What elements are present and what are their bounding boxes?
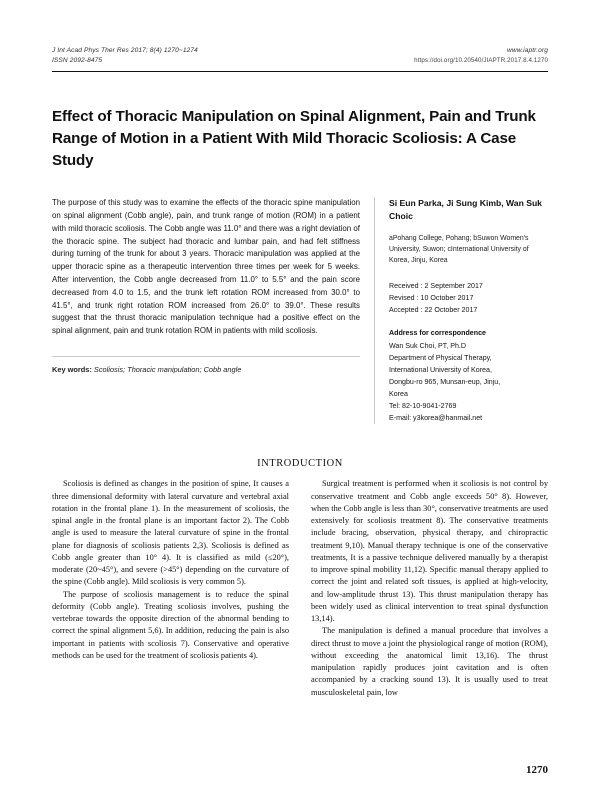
article-doi[interactable]: https://doi.org/10.20540/JIAPTR.2017.8.4.1270	[414, 57, 548, 65]
page-number: 1270	[526, 764, 548, 776]
body-columns	[52, 478, 548, 699]
date-received: Received : 2 September 2017	[389, 281, 483, 290]
paragraph: Surgical treatment is performed when it scoliosis is not control by conservative treatment and Cobb angle exceeds 50° 8). However, when the Cobb angle is less than 30°, conservative treatments are used extensively for scoliosis treatment 8). The conservative treatments include bracing, observation, physical therapy, and chiropractic treatment 9,10). Manual therapy technique is one of the conservative treatments, It is a passive technique delivered manually by a therapist to improve spinal mobility 11,12). Specific manual therapy applied to correct the joint and related soft tissues, is applied at high-velocity, and low-amplitude thrust 13). This thrust manipulation therapy has been widely used as clinical intervention to treat spinal dysfunction 13,14).	[311, 479, 548, 624]
correspondence-country: Korea	[389, 390, 408, 399]
title-block	[52, 106, 548, 171]
correspondence-name: Wan Suk Choi, PT, Ph.D	[389, 342, 467, 351]
author-affiliations: aPohang College, Pohang; bSuwon Women's University, Suwon; cInternational University of Korea, Jinju, Korea	[389, 234, 529, 265]
abstract-column	[52, 197, 374, 424]
page-title: Effect of Thoracic Manipulation on Spinal Alignment, Pain and Trunk Range of Motion in a Patient With Mild Thoracic Scoliosis: A Case Study	[52, 108, 536, 169]
paragraph: Scoliosis is defined as changes in the position of spine, It causes a three dimensional deformity with lateral curvature and vertebral axial rotation in the frontal plane 1). In the measurement of scoliosis, the spinal angle in the frontal plane is an important factor 2). The Cobb angle is used to measure the lateral curvature of spine in the frontal plane for diagnosis of scoliosis patients 2,3). Scoliosis is defined as Cobb angle greater than 10° 4). It is classified as mild (≤20°), moderate (20~45°), and severe (>45°) depending on the curvature of the spine (Cobb angle). Mild scoliosis is very common 5).	[52, 479, 289, 587]
metadata-column	[374, 197, 548, 424]
article-dates	[389, 280, 548, 317]
keywords-value: Scoliosis; Thoracic manipulation; Cobb angle	[93, 364, 242, 374]
correspondence-dept: Department of Physical Therapy,	[389, 354, 492, 363]
correspondence-details	[389, 340, 548, 424]
body-column-right	[311, 478, 548, 699]
correspondence-address: Dongbu-ro 965, Munsan-eup, Jinju,	[389, 378, 501, 387]
journal-citation: J Int Acad Phys Ther Res 2017; 8(4) 1270~1274	[52, 47, 198, 54]
paragraph: The manipulation is defined a manual procedure that involves a direct thrust to move a joint the physiological range of motion (ROM), without exceeding the anatomical limit 13,16). The thrust manipulation rapidly produces joint cavitation and is often accompanied by a cracking sound 13). It is usually used to treat musculoskeletal pain, low	[311, 626, 548, 697]
running-head	[52, 46, 548, 66]
correspondence-email[interactable]: E-mail: y3korea@hanmail.net	[389, 414, 483, 423]
correspondence-tel: Tel: 82-10-9041-2769	[389, 402, 457, 411]
body-column-left	[52, 478, 289, 699]
journal-issn: ISSN 2092-8475	[52, 57, 103, 65]
author-list: Si Eun Parka, Ji Sung Kimb, Wan Suk Choic	[389, 198, 542, 222]
correspondence-heading: Address for correspondence	[389, 329, 486, 338]
keywords	[52, 356, 360, 374]
header-divider	[52, 71, 548, 72]
keywords-label: Key words:	[52, 364, 92, 374]
abstract-text: The purpose of this study was to examine the effects of the thoracic spine manipulation on spinal alignment (Cobb angle), pain, and trunk range of motion (ROM) in a patient with mild thoracic scoliosis. The Cobb angle was 11.0° and there was a right deviation of the thoracic spine. The subject had thoracic and lumbar pain, and had felt stiffness during turning of the trunk for about 3 years. Thoracic manipulation was applied at the upper thoracic spine as a therapeutic intervention three times per week for 5 weeks. After intervention, the Cobb angle decreased from 11.0° to 5.5° and the pain score decreased from 4.0 to 1.5, and the trunk left rotation ROM increased from 30.0° to 41.5°, and trunk right rotation ROM increased from 26.0° to 39.0°. These results suggest that the thrust thoracic manipulation technique had a positive effect on the spinal alignment, pain and trunk rotation ROM in patients with mild scoliosis.	[52, 198, 360, 336]
running-head-left	[52, 46, 198, 66]
date-accepted: Accepted : 22 October 2017	[389, 305, 478, 314]
paragraph: The purpose of scoliosis management is to reduce the spinal deformity (Cobb angle). Treating scoliosis involves, pushing the vertebrae towards the opposite direction of the abnormal bending to correct the spinal alignment 5,6). In addition, reducing the pain is also important in patients with scoliosis 7). Conservative and operative methods can be used for the treatment of scoliosis patients 4).	[52, 589, 289, 660]
section-heading-introduction: INTRODUCTION	[257, 458, 343, 470]
journal-website[interactable]: www.iaptr.org	[507, 47, 548, 54]
date-revised: Revised : 10 October 2017	[389, 293, 474, 302]
running-head-right	[414, 46, 548, 66]
abstract-and-meta	[52, 197, 548, 424]
correspondence-institution: International University of Korea,	[389, 366, 492, 375]
